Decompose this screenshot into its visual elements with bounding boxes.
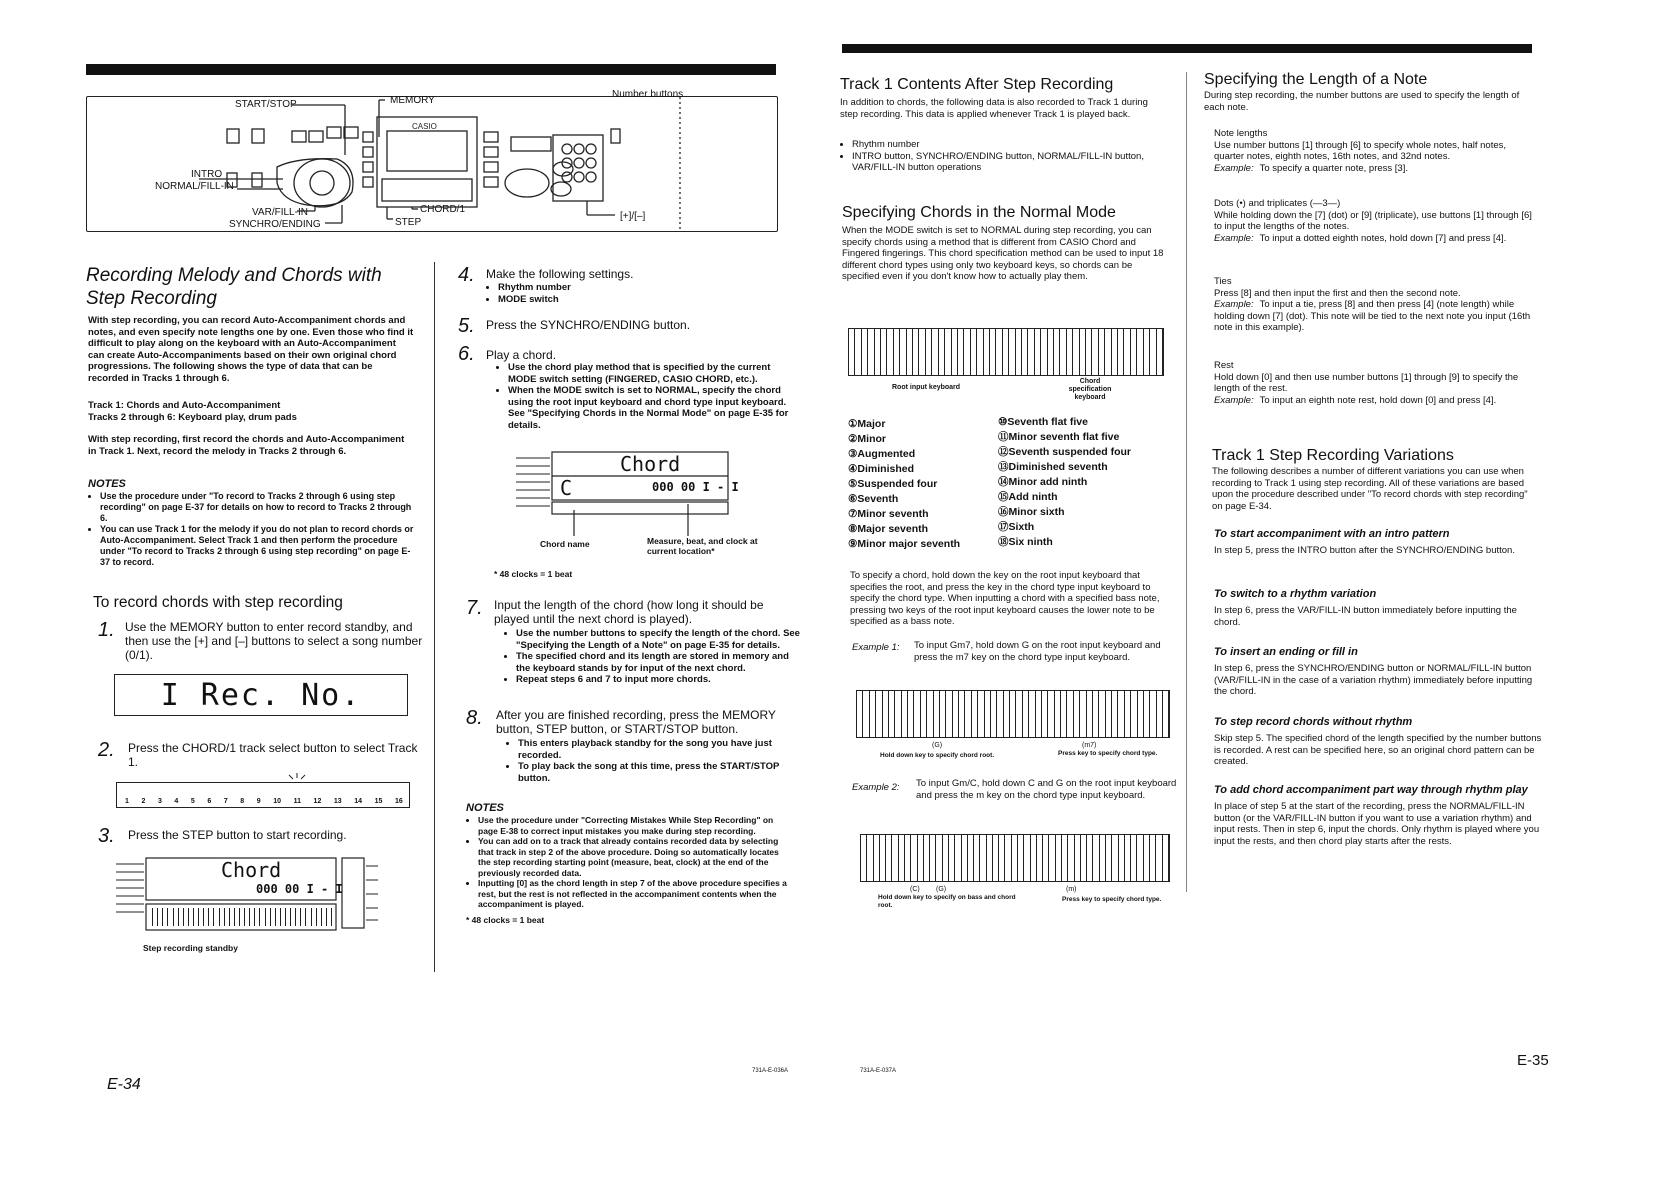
track-info-2: Tracks 2 through 6: Keyboard play, drum pads: [88, 412, 297, 423]
middle-notes: [466, 802, 792, 926]
step6-item: • Use the chord play method that is specified by the current MODE switch setting (FINGERED, CASIO CHORD, etc.).: [508, 362, 800, 385]
middle-notes-heading: NOTES: [466, 802, 504, 814]
normal-mode-intro: When the MODE switch is set to NORMAL during step recording, you can specify chords using a method that is different from CASIO Chord and Fingered fingerings. This chord specification method can be used to input 18 different chord types using only two keyboard keys, so chords can be specified even if you don't know how to actually play them.: [842, 225, 1164, 282]
length-item: [1204, 198, 1536, 244]
length-item-head: Dots (•) and triplicates (—3—): [1214, 198, 1341, 209]
white-key: [1157, 329, 1163, 375]
length-title: Specifying the Length of a Note: [1204, 71, 1428, 88]
ex1-key-m7: (m7): [1082, 742, 1097, 749]
track-number: 10: [273, 798, 282, 805]
chord-type-item: ④Diminished: [848, 463, 915, 475]
track1-title: Track 1 Contents After Step Recording: [840, 76, 1114, 93]
track-number: 15: [374, 798, 383, 805]
chord-types-col2: [998, 415, 1168, 550]
header-bar-right: [842, 44, 1532, 53]
chord-type-item: ⑬Diminished seventh: [998, 461, 1108, 473]
right-column-divider: [1186, 72, 1187, 892]
label-number-buttons: Number buttons: [612, 89, 684, 100]
header-bar-left: [86, 64, 776, 75]
example-text: To input a tie, press [8] and then press [4] (note length) while holding down [7] (dot). This note will be tied to the next note you input (16th note in this example).: [1214, 299, 1531, 333]
length-item: [1204, 276, 1536, 334]
variation-head: To step record chords without rhythm: [1214, 716, 1413, 728]
length-item-text: Use number buttons [1] through [6] to specify whole notes, half notes, quarter notes, eighth notes, 16th notes, and 32nd notes.: [1214, 139, 1507, 162]
lcd-chord-display: [516, 448, 792, 540]
example2-label: Example 2:: [852, 782, 900, 793]
length-item-head: Ties: [1214, 276, 1232, 287]
chord-type-item: ⑩Seventh flat five: [998, 416, 1088, 428]
step2-text: Press the CHORD/1 track select button to select Track 1.: [128, 741, 418, 769]
example-label: Example:: [1214, 162, 1254, 174]
step6-item: • When the MODE switch is set to NORMAL, specify the chord using the root input keyboard and chord type input keyboard. See "Specifying Chords in the Normal Mode" on page E-35 for details.: [508, 385, 800, 431]
step8-item: • This enters playback standby for the song you have just recorded.: [518, 738, 804, 761]
lcd3-keyboard: [148, 908, 332, 926]
step7-item: • Use the number buttons to specify the length of the chord. See "Specifying the Length of a Note" on page E-35 for details.: [516, 628, 804, 651]
step4-number: 4.: [458, 264, 475, 286]
variation-head: To start accompaniment with an intro pattern: [1214, 528, 1450, 540]
track1-item: • Rhythm number: [852, 139, 1177, 151]
variation-item: [1214, 588, 1544, 628]
step7-number: 7.: [466, 597, 483, 619]
example1-label: Example 1:: [852, 642, 900, 653]
chord-type-item: ⑰Sixth: [998, 521, 1035, 533]
lcd3-chord: Chord: [221, 858, 282, 882]
example-label: Example:: [1214, 394, 1254, 406]
example-label: Example:: [1214, 299, 1254, 310]
footer-code-1: 731A-E-036A: [752, 1068, 789, 1074]
step6-number: 6.: [458, 343, 475, 365]
left-column-divider: [434, 262, 435, 972]
step7-item: • Repeat steps 6 and 7 to input more chords.: [516, 674, 804, 686]
label-memory: MEMORY: [390, 95, 435, 106]
length-item-head: Note lengths: [1214, 128, 1268, 139]
variation-text: In place of step 5 at the start of the recording, press the NORMAL/FILL-IN button (or the VAR/FILL-IN button if you want to use a variation rhythm) and input rests. Then in step 6, input the chords. Only rhythm is played where you input the rests, and then chord play starts after the rests.: [1214, 801, 1540, 847]
normal-mode-title: Specifying Chords in the Normal Mode: [842, 204, 1116, 221]
label-start-stop: START/STOP: [235, 99, 297, 110]
keyboard-diagram-3: [860, 834, 1170, 882]
track-number: 11: [293, 798, 301, 805]
clocks-note: * 48 clocks = 1 beat: [494, 569, 573, 579]
left-page-number: E-34: [107, 1076, 141, 1093]
track-number: 2: [141, 798, 146, 805]
example-text: To input a dotted eighth notes, hold down [7] and press [4].: [1259, 232, 1507, 244]
white-key: [1163, 835, 1169, 881]
track-number: 1: [125, 798, 129, 805]
step8-list: [506, 738, 804, 784]
length-item-example: [1204, 299, 1536, 334]
lcd-record-no-text: I Rec. No.: [160, 677, 362, 713]
variation-text: In step 6, press the SYNCHRO/ENDING button or NORMAL/FILL-IN button (VAR/FILL-IN in the case of a variation rhythm) immediately before inputting the chord.: [1214, 663, 1533, 697]
right-page-number: E-35: [1517, 1052, 1549, 1069]
lcd-step-standby: [116, 856, 406, 936]
track-display: [116, 782, 410, 808]
variation-item: [1214, 646, 1544, 698]
keyboard-diagram-1: [848, 328, 1164, 376]
track-number: 4: [174, 798, 179, 805]
label-synchro-ending: SYNCHRO/ENDING: [229, 219, 321, 230]
track-number: 13: [333, 798, 342, 805]
variation-text: In step 5, press the INTRO button after the SYNCHRO/ENDING button.: [1214, 545, 1515, 556]
chord-type-item: ①Major: [848, 418, 886, 430]
chord-type-item: ⑮Add ninth: [998, 491, 1058, 503]
white-key: [1163, 691, 1169, 737]
step6-list: [496, 362, 800, 431]
step7-list: [504, 628, 804, 686]
step5-text: Press the SYNCHRO/ENDING button.: [486, 318, 691, 332]
track1-intro: In addition to chords, the following data is also recorded to Track 1 during step recording. This data is applied whenever Track 1 is played back.: [840, 97, 1148, 120]
left-notes: [88, 478, 414, 568]
variations-title: Track 1 Step Recording Variations: [1212, 447, 1454, 464]
step4-item: • Rhythm number: [498, 282, 798, 294]
step7-text: Input the length of the chord (how long it should be played until the next chord is played).: [494, 598, 764, 626]
step8-text: After you are finished recording, press the MEMORY button, STEP button, or START/STOP button.: [496, 708, 776, 736]
lcd3-caption: Step recording standby: [143, 943, 238, 953]
variation-head: To switch to a rhythm variation: [1214, 588, 1377, 600]
example1-text: To input Gm7, hold down G on the root input keyboard and press the m7 key on the chord type input keyboard.: [914, 640, 1161, 663]
left-intro: With step recording, you can record Auto-Accompaniment chords and notes, and even specify note lengths one by one. Even those who find it difficult to play along on the keyboard with an Auto-Accompaniment can create Auto-Accompaniments based on their own original chord progressions. The following shows the type of data that can be recorded in Tracks 1 through 6.: [88, 315, 414, 384]
caption-chord-name: Chord name: [540, 539, 590, 549]
example-label: Example:: [1214, 232, 1254, 244]
caption-measure: Measure, beat, and clock at current location*: [647, 536, 758, 556]
footer-code-2: 731A-E-037A: [860, 1068, 897, 1074]
note-item: • You can use Track 1 for the melody if you do not plan to record chords or Auto-Accompaniment. Select Track 1 and then perform the procedure under "To record to Tracks 2 through 6 using step recording" on page E-37 to record.: [100, 524, 414, 568]
track-number: 3: [157, 798, 162, 805]
variation-item: [1214, 784, 1544, 847]
step3-text: Press the STEP button to start recording.: [128, 828, 347, 842]
step3-number: 3.: [98, 825, 115, 847]
track1-indicator: [285, 773, 309, 787]
step7-item: • The specified chord and its length are stored in memory and the keyboard stands by for input of the next chord.: [516, 651, 804, 674]
ex1-caption-1: Hold down key to specify chord root.: [880, 752, 995, 759]
middle-note-item: • Use the procedure under "Correcting Mistakes While Step Recording" on page E-38 to correct input mistakes you make during step recording.: [478, 815, 792, 836]
notes-heading: NOTES: [88, 478, 126, 490]
kbd-type-label: Chord specification keyboard: [1068, 378, 1112, 401]
kbd-root-label: Root input keyboard: [892, 384, 961, 391]
variation-head: To add chord accompaniment part way through rhythm play: [1214, 784, 1528, 796]
clocks-note-2: * 48 clocks = 1 beat: [466, 914, 545, 925]
chord-type-item: ③Augmented: [848, 448, 916, 460]
step8-number: 8.: [466, 707, 483, 729]
length-item-text: While holding down the [7] (dot) or [9] (triplicate), use buttons [1] through [6] to input the lengths of the notes.: [1214, 209, 1532, 232]
variation-text: In step 6, press the VAR/FILL-IN button immediately before inputting the chord.: [1214, 605, 1517, 628]
step5-number: 5.: [458, 315, 475, 337]
track-number: 14: [354, 798, 363, 805]
ex1-caption-2: Press key to specify chord type.: [1058, 750, 1158, 757]
chord-type-item: ⑥Seventh: [848, 493, 899, 505]
track-number: 12: [313, 798, 322, 805]
length-item-head: Rest: [1214, 360, 1234, 371]
example2-text: To input Gm/C, hold down C and G on the root input keyboard and press the m key on the chord type input keyboard.: [916, 778, 1177, 801]
control-panel-diagram: [86, 89, 778, 232]
step4-item: • MODE switch: [498, 294, 798, 306]
lcd-record-no: [114, 674, 408, 716]
track-number: 6: [207, 798, 212, 805]
svg-text:CASIO: CASIO: [412, 122, 437, 131]
step6-text: Play a chord.: [486, 348, 557, 362]
to-specify-text: To specify a chord, hold down the key on the root input keyboard that specifies the root, and press the key in the chord type input keyboard to specify the chord type. When inputting a chord with a specified bass note, pressing two keys of the root input keyboard causes the lower note to be specified as a bass note.: [850, 570, 1160, 627]
chord-type-item: ⑦Minor seventh: [848, 508, 929, 520]
label-intro: INTRO: [191, 169, 223, 180]
lcd3-counter: 000 00 I - I: [256, 882, 343, 896]
variation-head: To insert an ending or fill in: [1214, 646, 1358, 658]
length-item-example: [1204, 233, 1536, 245]
lcd-chord-text: Chord: [620, 452, 681, 476]
length-item: [1204, 360, 1536, 406]
step1-text: Use the MEMORY button to enter record standby, and then use the [+] and [–] buttons to select a song number (0/1).: [125, 620, 423, 662]
track1-list: [840, 139, 1177, 174]
chord-type-item: ⑯Minor sixth: [998, 506, 1065, 518]
note-item: • Use the procedure under "To record to Tracks 2 through 6 using step recording" on page E-37 for details on how to record to Tracks 2 through 6.: [100, 491, 414, 524]
panel-drawing: [87, 97, 777, 231]
length-intro: During step recording, the number buttons are used to specify the length of each note.: [1204, 90, 1520, 113]
variation-item: [1214, 528, 1544, 557]
ex2-caption-2: Press key to specify chord type.: [1062, 896, 1162, 903]
variations-intro: The following describes a number of different variations you can use when recording to Track 1 using step recording. All of these variations are based upon the procedure described under "To record chords with step recording" on page E-34.: [1212, 466, 1528, 512]
lcd-counter: 000 00 I - I: [652, 480, 739, 494]
variation-text: Skip step 5. The specified chord of the length specified by the number buttons is recorded. A rest can be specified here, so an original chord pattern can be created.: [1214, 733, 1542, 767]
track-number-row: [125, 798, 403, 805]
ex2-caption-1: Hold down key to specify on bass and chord root.: [878, 894, 1016, 909]
page-title: Recording Melody and Chords with Step Recording: [86, 265, 382, 309]
track-number: 9: [256, 798, 261, 805]
length-item-example: [1204, 395, 1536, 407]
with-step-text: With step recording, first record the chords and Auto-Accompaniment in Track 1. Next, record the melody in Tracks 2 through 6.: [88, 434, 405, 457]
lcd-c-text: C: [560, 476, 573, 500]
variation-item: [1214, 716, 1544, 768]
length-item-text: Hold down [0] and then use number buttons [1] through [9] to specify the length of the rest.: [1214, 371, 1519, 394]
chord-type-item: ⑧Major seventh: [848, 523, 929, 535]
chord-types-col1: [848, 417, 998, 552]
step4-list: [486, 282, 798, 305]
track-number: 5: [190, 798, 195, 805]
label-plus-minus: [+]/[–]: [620, 211, 646, 222]
chord-type-item: ⑭Minor add ninth: [998, 476, 1088, 488]
step4-text: Make the following settings.: [486, 267, 634, 281]
length-item-text: Press [8] and then input the first and then the second note.: [1214, 287, 1461, 299]
track-info-1: Track 1: Chords and Auto-Accompaniment: [88, 400, 281, 411]
label-step: STEP: [395, 217, 422, 228]
step8-item: • To play back the song at this time, press the START/STOP button.: [518, 761, 804, 784]
track1-item: • INTRO button, SYNCHRO/ENDING button, NORMAL/FILL-IN button, VAR/FILL-IN button operations: [852, 151, 1177, 174]
length-item-example: [1204, 163, 1536, 175]
middle-note-item: • You can add on to a track that already contains recorded data by selecting that track in step 2 of the above procedure. Doing so automatically locates the step recording starting point (measure, beat, clock) at the end of the previously recorded data.: [478, 836, 792, 878]
chord-type-item: ⑨Minor major seventh: [848, 538, 961, 550]
length-item: [1204, 128, 1536, 174]
step2-number: 2.: [98, 739, 115, 761]
chord-type-item: ⑪Minor seventh flat five: [998, 431, 1120, 443]
label-var-fill-in: VAR/FILL-IN: [252, 207, 308, 218]
white-key: [327, 908, 332, 926]
middle-note-item: • Inputting [0] as the chord length in step 7 of the above procedure specifies a rest, but the rest is not reflected in the accompaniment contents when the accompaniment is played.: [478, 878, 792, 910]
example-text: To input an eighth note rest, hold down [0] and press [4].: [1259, 394, 1497, 406]
chord-type-item: ⑤Suspended four: [848, 478, 938, 490]
step1-number: 1.: [98, 619, 115, 641]
ex2-key-c: (C): [910, 886, 920, 893]
proc-heading: To record chords with step recording: [93, 594, 343, 611]
chord-type-item: ②Minor: [848, 433, 886, 445]
example-text: To specify a quarter note, press [3].: [1259, 162, 1408, 174]
ex1-key-g: (G): [932, 742, 943, 749]
track-number: 7: [223, 798, 228, 805]
ex2-key-m: (m): [1066, 886, 1077, 893]
track-number: 16: [394, 798, 403, 805]
keyboard-diagram-2: [856, 690, 1170, 738]
chord-type-item: ⑫Seventh suspended four: [998, 446, 1132, 458]
ex2-key-g: (G): [936, 886, 947, 893]
label-chord1: CHORD/1: [420, 204, 466, 215]
label-normal-fill-in: NORMAL/FILL-IN: [155, 181, 234, 192]
chord-type-item: ⑱Six ninth: [998, 536, 1053, 548]
track-number: 8: [240, 798, 245, 805]
